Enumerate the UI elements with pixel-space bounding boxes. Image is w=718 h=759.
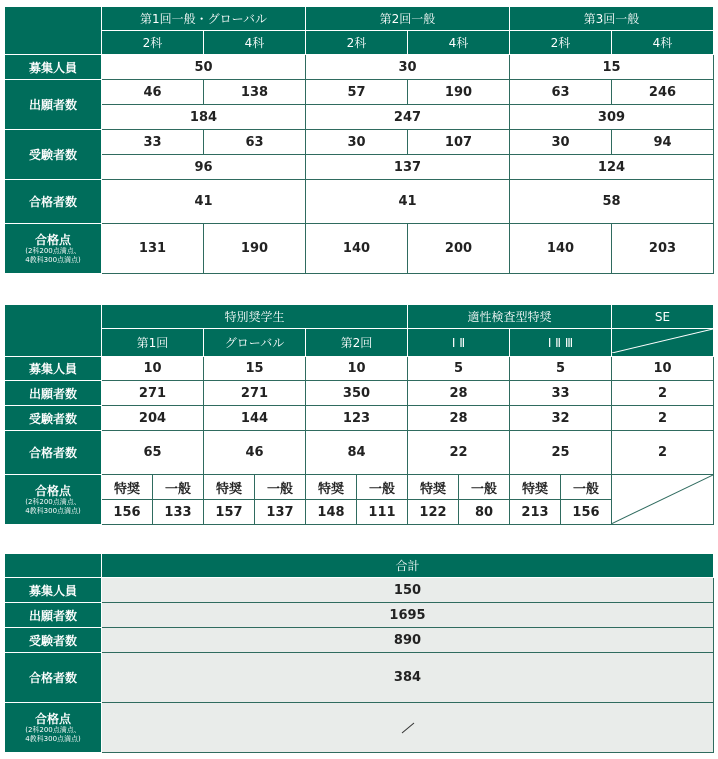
value-cell: 123 — [306, 406, 408, 431]
passing-score-note: 4教科300点満点) — [25, 506, 81, 515]
value-cell: 65 — [102, 431, 204, 475]
value-cell: 190 — [204, 224, 306, 274]
value-cell: 41 — [306, 180, 510, 224]
total-value: 150 — [102, 578, 714, 603]
value-cell: 30 — [510, 130, 612, 155]
score-kind-label: 一般 — [153, 475, 204, 500]
value-cell: 203 — [612, 224, 714, 274]
row-label: 募集人員 — [5, 55, 102, 80]
total-cell: 184 — [102, 105, 306, 130]
score-kind-label: 一般 — [459, 475, 510, 500]
value-cell: 204 — [102, 406, 204, 431]
total-value: 890 — [102, 628, 714, 653]
value-cell: 30 — [306, 130, 408, 155]
results-table-total — [4, 553, 714, 753]
subject-header: 4科 — [612, 31, 714, 55]
value-cell: 84 — [306, 431, 408, 475]
row-label: 合格者数 — [5, 653, 102, 703]
value-cell: 190 — [408, 80, 510, 105]
header-corner — [5, 305, 102, 357]
row-label: 募集人員 — [5, 357, 102, 381]
subject-header: 4科 — [204, 31, 306, 55]
passing-score-note: (2科200点満点、 — [25, 246, 81, 255]
value-cell: 28 — [408, 381, 510, 406]
row-label: 受験者数 — [5, 406, 102, 431]
value-cell: 246 — [612, 80, 714, 105]
value-cell: 137 — [255, 500, 306, 525]
total-value: 1695 — [102, 603, 714, 628]
value-cell: 271 — [204, 381, 306, 406]
se-score-slash-cell — [612, 475, 714, 525]
value-cell: 2 — [612, 406, 714, 431]
value-cell: 213 — [510, 500, 561, 525]
subheader: Ⅰ Ⅱ Ⅲ — [510, 329, 612, 357]
value-cell: 25 — [510, 431, 612, 475]
group-header: 第2回一般 — [306, 7, 510, 31]
value-cell: 148 — [306, 500, 357, 525]
total-cell: 124 — [510, 155, 714, 180]
subject-header: 2科 — [510, 31, 612, 55]
row-label: 出願者数 — [5, 80, 102, 130]
passing-score-note: 4教科300点満点) — [25, 734, 81, 743]
value-cell: 133 — [153, 500, 204, 525]
value-cell: 41 — [102, 180, 306, 224]
subheader: 第2回 — [306, 329, 408, 357]
value-cell: 131 — [102, 224, 204, 274]
passing-score-label: 合格点 — [34, 232, 71, 247]
total-cell: 309 — [510, 105, 714, 130]
passing-score-label: 合格点 — [34, 483, 71, 498]
passing-score-note: (2科200点満点、 — [25, 725, 81, 734]
group-header: 適性検査型特奨 — [408, 305, 612, 329]
subject-header: 4科 — [408, 31, 510, 55]
header-corner — [5, 7, 102, 55]
value-cell: 10 — [102, 357, 204, 381]
row-label: 合格者数 — [5, 431, 102, 475]
value-cell: 271 — [102, 381, 204, 406]
value-cell: 157 — [204, 500, 255, 525]
passing-score-slash-cell — [102, 703, 714, 753]
value-cell: 30 — [306, 55, 510, 80]
total-cell: 137 — [306, 155, 510, 180]
value-cell: 140 — [510, 224, 612, 274]
group-header-se: SE — [612, 305, 714, 329]
value-cell: 10 — [306, 357, 408, 381]
row-label: 受験者数 — [5, 130, 102, 180]
results-table-scholarship — [4, 304, 714, 525]
diagonal-line-icon — [612, 329, 713, 353]
value-cell: 63 — [510, 80, 612, 105]
value-cell: 2 — [612, 381, 714, 406]
subheader: 第1回 — [102, 329, 204, 357]
score-kind-label: 一般 — [561, 475, 612, 500]
score-kind-label: 特奨 — [408, 475, 459, 500]
subject-header: 2科 — [102, 31, 204, 55]
row-label: 出願者数 — [5, 381, 102, 406]
score-kind-label: 特奨 — [510, 475, 561, 500]
value-cell: 5 — [510, 357, 612, 381]
total-cell: 247 — [306, 105, 510, 130]
passing-score-note: (2科200点満点、 — [25, 497, 81, 506]
total-value: 384 — [102, 653, 714, 703]
row-label: 合格者数 — [5, 180, 102, 224]
value-cell: 111 — [357, 500, 408, 525]
value-cell: 22 — [408, 431, 510, 475]
value-cell: 2 — [612, 431, 714, 475]
score-kind-label: 特奨 — [102, 475, 153, 500]
value-cell: 50 — [102, 55, 306, 80]
value-cell: 33 — [510, 381, 612, 406]
value-cell: 15 — [510, 55, 714, 80]
value-cell: 57 — [306, 80, 408, 105]
group-header: 特別奨学生 — [102, 305, 408, 329]
row-label: 出願者数 — [5, 603, 102, 628]
diagonal-line-icon — [401, 722, 415, 734]
total-header: 合計 — [102, 554, 714, 578]
value-cell: 156 — [561, 500, 612, 525]
value-cell: 107 — [408, 130, 510, 155]
subheader: Ⅰ Ⅱ — [408, 329, 510, 357]
score-kind-label: 特奨 — [306, 475, 357, 500]
value-cell: 10 — [612, 357, 714, 381]
group-header: 第3回一般 — [510, 7, 714, 31]
value-cell: 156 — [102, 500, 153, 525]
se-subheader-slash — [612, 329, 714, 357]
row-label: 募集人員 — [5, 578, 102, 603]
total-cell: 96 — [102, 155, 306, 180]
diagonal-line-icon — [612, 475, 713, 524]
value-cell: 80 — [459, 500, 510, 525]
score-kind-label: 一般 — [255, 475, 306, 500]
value-cell: 46 — [204, 431, 306, 475]
value-cell: 15 — [204, 357, 306, 381]
row-label-passing-score — [5, 224, 102, 274]
value-cell: 33 — [102, 130, 204, 155]
group-header: 第1回一般・グローバル — [102, 7, 306, 31]
value-cell: 94 — [612, 130, 714, 155]
score-kind-label: 一般 — [357, 475, 408, 500]
value-cell: 28 — [408, 406, 510, 431]
value-cell: 58 — [510, 180, 714, 224]
header-corner — [5, 554, 102, 578]
value-cell: 350 — [306, 381, 408, 406]
subject-header: 2科 — [306, 31, 408, 55]
value-cell: 5 — [408, 357, 510, 381]
row-label-passing-score — [5, 475, 102, 525]
value-cell: 140 — [306, 224, 408, 274]
passing-score-label: 合格点 — [34, 711, 71, 726]
row-label: 受験者数 — [5, 628, 102, 653]
value-cell: 138 — [204, 80, 306, 105]
row-label-passing-score — [5, 703, 102, 753]
passing-score-note: 4教科300点満点) — [25, 255, 81, 264]
value-cell: 46 — [102, 80, 204, 105]
value-cell: 200 — [408, 224, 510, 274]
value-cell: 32 — [510, 406, 612, 431]
value-cell: 63 — [204, 130, 306, 155]
subheader: グローバル — [204, 329, 306, 357]
results-table-general — [4, 6, 714, 274]
value-cell: 122 — [408, 500, 459, 525]
score-kind-label: 特奨 — [204, 475, 255, 500]
value-cell: 144 — [204, 406, 306, 431]
